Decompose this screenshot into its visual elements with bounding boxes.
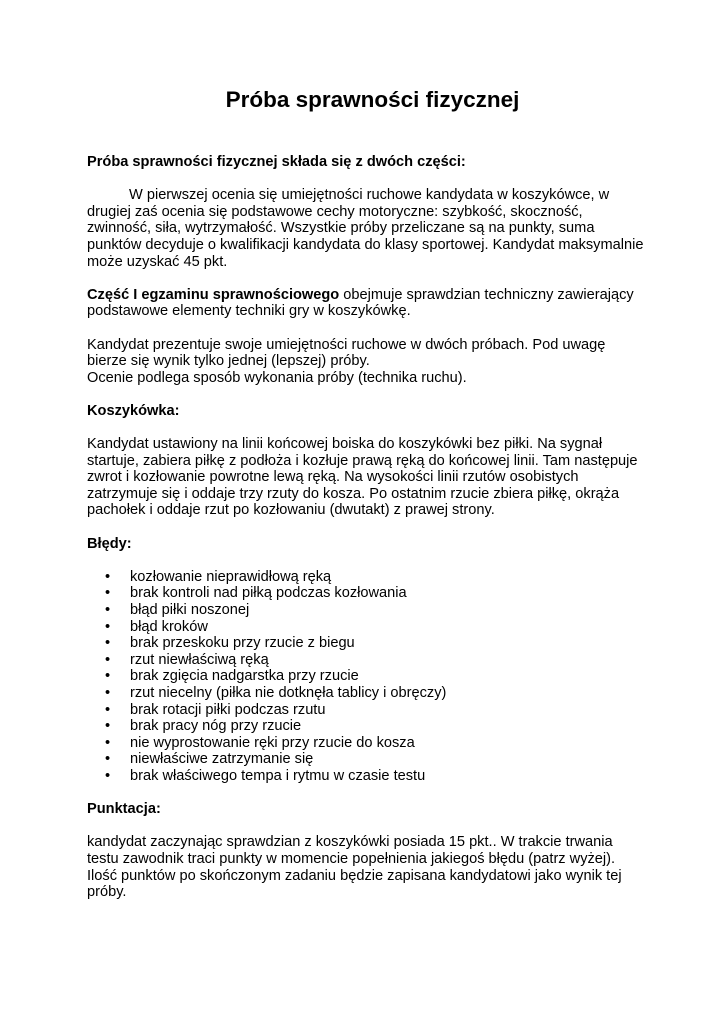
page-title: Próba sprawności fizycznej <box>225 87 520 112</box>
error-list-item <box>87 751 647 768</box>
error-list-item <box>87 685 647 702</box>
bullet-icon: • <box>105 734 111 751</box>
bullet-icon: • <box>105 618 111 635</box>
error-list-item <box>87 635 647 652</box>
bullet-icon: • <box>105 635 111 652</box>
scoring-heading: Punktacja: <box>87 801 161 818</box>
bullet-icon: • <box>105 668 111 685</box>
error-list-item <box>87 619 647 636</box>
bullet-icon: • <box>105 701 111 718</box>
bullet-icon: • <box>105 651 111 668</box>
bullet-icon: • <box>105 568 111 585</box>
error-list-item-text: brak właściwego tempa i rytmu w czasie testu <box>130 767 426 784</box>
bullet-icon: • <box>105 602 111 619</box>
error-list-item-text: brak zgięcia nadgarstka przy rzucie <box>130 668 359 685</box>
basketball-description: Kandydat ustawiony na linii końcowej boiska do koszykówki bez piłki. Na sygnał startuje, zabiera piłkę z podłoża i kozłuje prawą ręką do końcowej linii. Tam następuje zwrot i kozłowanie powrotne lewą ręką. Na wysokości linii rzutów osobistych zatrzymuje się i oddaje trzy rzuty do kosza. Po ostatnim rzucie zbiera piłkę, okrąża pachołek i oddaje rzut po kozłowaniu (dwutakt) z prawej strony. <box>87 436 638 519</box>
error-list-item <box>87 602 647 619</box>
errors-heading: Błędy: <box>87 535 132 552</box>
error-list-item <box>87 668 647 685</box>
part1-paragraph <box>87 287 647 320</box>
presentation-line-2: Ocenie podlega sposób wykonania próby (technika ruchu). <box>87 369 467 386</box>
error-list-item <box>87 569 647 586</box>
errors-list <box>87 569 647 785</box>
error-list-item-text: rzut niewłaściwą ręką <box>130 651 269 668</box>
error-list-item <box>87 702 647 719</box>
bullet-icon: • <box>105 718 111 735</box>
intro-paragraph: W pierwszej ocenia się umiejętności ruchowe kandydata w koszykówce, w drugiej zaś ocenia się podstawowe cechy motoryczne: szybkość, skoczność, zwinność, siła, wytrzymałość. Wszystkie próby przeliczane są na punkty, suma punktów decyduje o kwalifikacji kandydata do klasy sportowej. Kandydat maksymalnie może uzyskać 45 pkt. <box>87 187 644 270</box>
basketball-heading: Koszykówka: <box>87 402 180 419</box>
error-list-item-text: brak kontroli nad piłką podczas kozłowania <box>130 585 407 602</box>
error-list-item-text: niewłaściwe zatrzymanie się <box>130 751 314 768</box>
error-list-item-text: rzut niecelny (piłka nie dotknęła tablicy i obręczy) <box>130 685 447 701</box>
error-list-item <box>87 735 647 752</box>
error-list-item-text: błąd piłki noszonej <box>130 602 250 619</box>
error-list-item-text: nie wyprostowanie ręki przy rzucie do kosza <box>130 734 415 751</box>
error-list-item <box>87 652 647 669</box>
error-list-item <box>87 768 647 785</box>
part1-bold-lead: Część I egzaminu sprawnościowego <box>87 286 340 303</box>
presentation-line-1: Kandydat prezentuje swoje umiejętności ruchowe w dwóch próbach. Pod uwagę bierze się wynik tylko jednej (lepszej) próby. <box>87 336 606 370</box>
part1-rest: obejmuje sprawdzian techniczny zawierający podstawowe elementy techniki gry w koszykówkę. <box>87 286 634 320</box>
intro-heading: Próba sprawności fizycznej składa się z dwóch części: <box>87 154 466 170</box>
document-body <box>87 154 647 901</box>
bullet-icon: • <box>105 767 111 784</box>
error-list-item <box>87 585 647 602</box>
bullet-icon: • <box>105 585 111 602</box>
error-list-item-text: brak przeskoku przy rzucie z biegu <box>130 635 355 652</box>
error-list-item-text: brak rotacji piłki podczas rzutu <box>130 701 326 718</box>
error-list-item-text: brak pracy nóg przy rzucie <box>130 718 302 735</box>
bullet-icon: • <box>105 751 111 768</box>
bullet-icon: • <box>105 685 111 701</box>
scoring-description: kandydat zaczynając sprawdzian z koszykówki posiada 15 pkt.. W trakcie trwania testu zawodnik traci punkty w momencie popełnienia jakiegoś błędu (patrz wyżej). Ilość punktów po skończonym zadaniu będzie zapisana kandydatowi jako wynik tej próby. <box>87 834 622 901</box>
error-list-item-text: kozłowanie nieprawidłową ręką <box>130 568 332 585</box>
error-list-item-text: błąd kroków <box>130 618 208 635</box>
error-list-item <box>87 718 647 735</box>
